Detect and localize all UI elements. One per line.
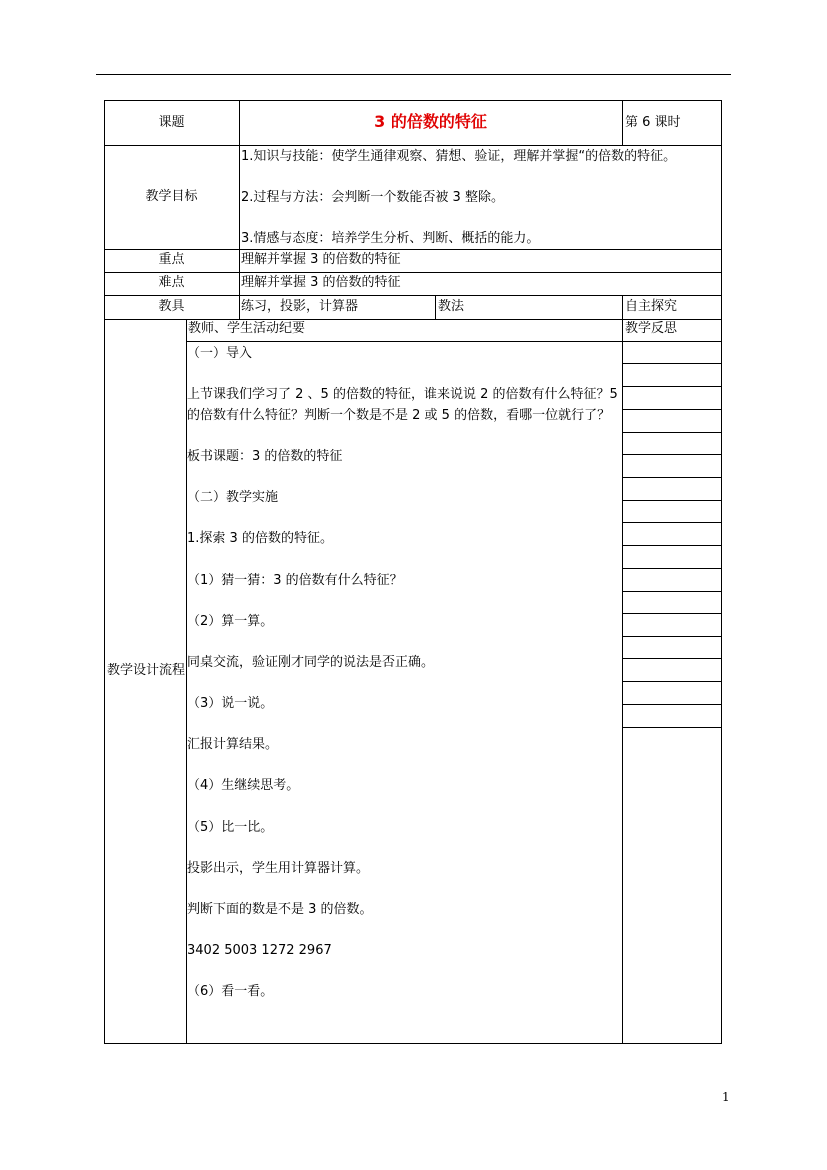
process-line: 同桌交流，验证刚才同学的说法是否正确。 [187, 654, 435, 670]
tools-label: 教具 [158, 299, 185, 314]
process-line: 1.探索 3 的倍数的特征。 [187, 531, 333, 547]
blank-line [187, 838, 621, 859]
objective-item: 2.过程与方法：会判断一个数能否被 3 整除。 [241, 190, 504, 205]
lesson-period: 第 6 课时 [625, 115, 681, 130]
key-point-label: 重点 [158, 252, 185, 267]
page-number: 1 [722, 1090, 730, 1104]
method-label: 教法 [438, 299, 465, 314]
blank-line [187, 591, 621, 612]
blank-line [187, 962, 621, 983]
blank-line [187, 674, 621, 695]
blank-line [187, 715, 621, 736]
tools-text: 练习，投影，计算器 [241, 299, 359, 314]
process-line: （5）比一比。 [187, 819, 274, 835]
process-line: （3）说一说。 [187, 696, 274, 712]
objectives-label: 教学目标 [145, 189, 198, 204]
blank-line [187, 756, 621, 777]
process-line: （1）猜一猜：3 的倍数有什么特征？ [187, 572, 403, 588]
blank-line [187, 879, 621, 900]
blank-line [187, 797, 621, 818]
key-point-text: 理解并掌握 3 的倍数的特征 [241, 252, 401, 267]
process-line: （2）算一算。 [187, 613, 274, 629]
blank-line [187, 632, 621, 653]
process-line: 上节课我们学习了 2 、5 的倍数的特征，谁来说说 2 的倍数有什么特征？5 的倍数有什么特征？判断一个数是不是 2 或 5 的倍数，看哪一位就行了？ [187, 387, 618, 423]
objective-item: 3.情感与态度：培养学生分析、判断、概括的能力。 [241, 231, 540, 246]
header-rule [96, 74, 731, 75]
process-line: 汇报计算结果。 [187, 737, 279, 753]
lesson-title: 3 的倍数的特征 [374, 112, 487, 131]
blank-line [187, 365, 621, 386]
blank-line [187, 550, 621, 571]
blank-line [187, 921, 621, 942]
difficulty-text: 理解并掌握 3 的倍数的特征 [241, 275, 401, 290]
objective-item: 1.知识与技能：使学生通律观察、猜想、验证，理解并掌握“的倍数的特征。 [241, 149, 677, 164]
process-line: 板书课题：3 的倍数的特征 [187, 448, 343, 464]
process-line: 判断下面的数是不是 3 的倍数。 [187, 902, 373, 918]
process-line: （一）导入 [187, 346, 253, 361]
activity-header: 教师、学生活动纪要 [188, 321, 306, 336]
process-line: （4）生继续思考。 [187, 778, 300, 794]
topic-label: 课题 [158, 115, 185, 130]
blank-line [187, 468, 621, 489]
process-content [187, 344, 621, 1003]
method-text: 自主探究 [625, 299, 678, 314]
reflection-header: 教学反思 [625, 321, 678, 336]
difficulty-label: 难点 [158, 275, 185, 290]
process-label: 教学设计流程 [106, 663, 185, 678]
process-line: （二）教学实施 [187, 490, 279, 506]
blank-line [187, 426, 621, 447]
process-line: 3402 5003 1272 2967 [187, 943, 332, 959]
blank-line [187, 509, 621, 530]
process-line: （6）看一看。 [187, 984, 274, 1000]
process-line: 投影出示，学生用计算器计算。 [187, 860, 370, 876]
